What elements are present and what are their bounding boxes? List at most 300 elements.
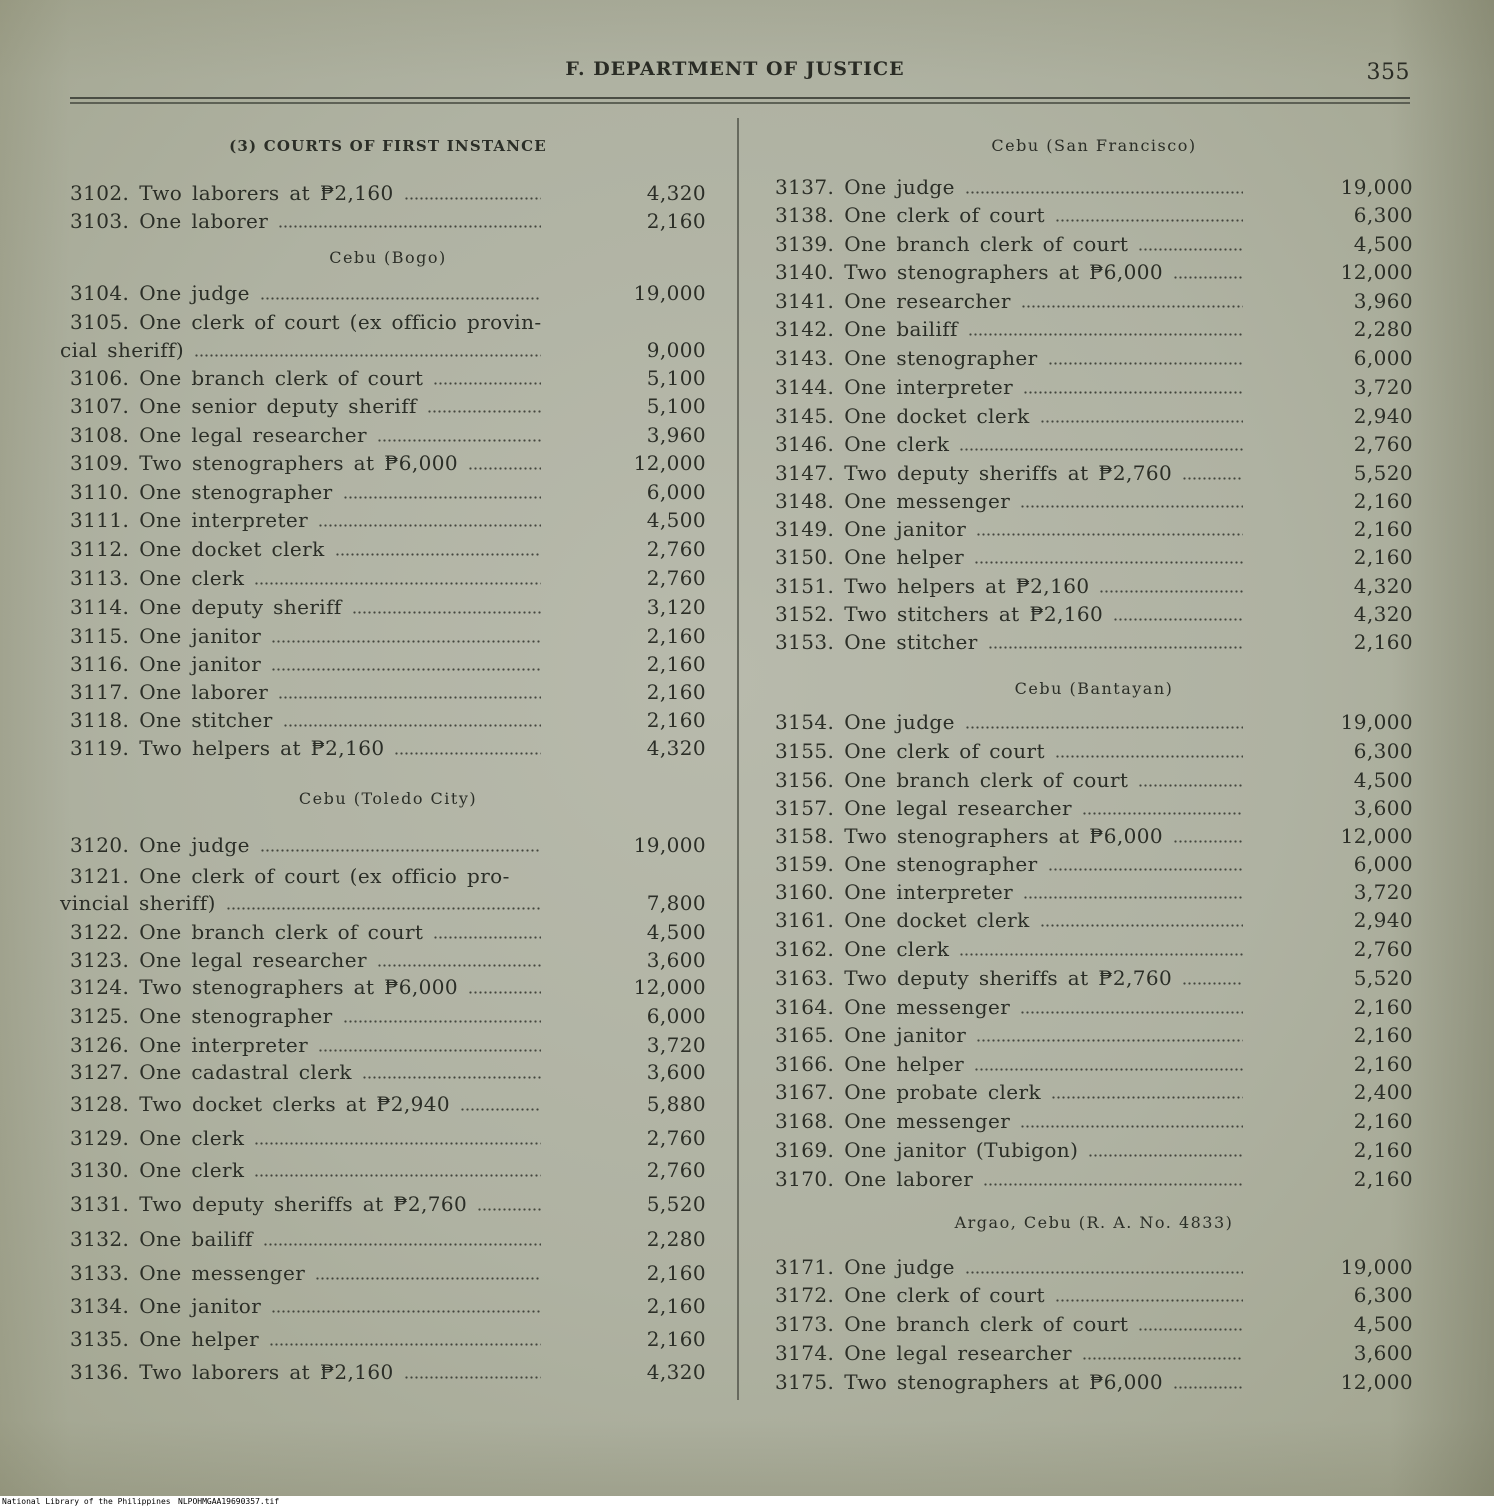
- leader-dots: [1082, 812, 1243, 815]
- entry-number: 3168.: [775, 1109, 835, 1133]
- entry-number: 3149.: [775, 517, 835, 541]
- entry-number: 3104.: [70, 281, 130, 305]
- entry-amount: 2,940: [1353, 908, 1413, 932]
- entry-line: [775, 258, 1413, 286]
- entry-amount: 6,300: [1353, 1283, 1413, 1307]
- entry-line: [775, 628, 1413, 656]
- column-divider: [737, 118, 739, 1400]
- leader-dots: [1173, 840, 1243, 843]
- leader-dots: [477, 1208, 541, 1211]
- section-title: [70, 785, 706, 813]
- entry-amount: 5,520: [646, 1192, 706, 1216]
- entry-text: One branch clerk of court: [844, 1312, 1129, 1336]
- leader-dots: [343, 496, 541, 499]
- entry-number: 3159.: [775, 852, 835, 876]
- entry-line: [775, 344, 1413, 372]
- entry-text: One messenger: [139, 1261, 306, 1285]
- section-title-text: Cebu (Bogo): [329, 248, 447, 267]
- leader-dots: [263, 1243, 541, 1246]
- leader-dots: [278, 696, 541, 699]
- column-heading: [70, 132, 706, 160]
- entry-line: [775, 373, 1413, 401]
- entry-number: 3173.: [775, 1312, 835, 1336]
- entry-amount: 2,160: [646, 1327, 706, 1351]
- entry-text: One janitor: [139, 1294, 262, 1318]
- entry-text: One legal researcher: [844, 1341, 1072, 1365]
- entry-number: 3108.: [70, 423, 130, 447]
- entry-line: [70, 1325, 706, 1353]
- entry-number: 3170.: [775, 1167, 835, 1191]
- leader-dots: [260, 297, 541, 300]
- entry-number: 3116.: [70, 652, 130, 676]
- entry-text: One helper: [844, 545, 965, 569]
- entry-amount: 2,760: [646, 537, 706, 561]
- entry-line: [70, 1358, 706, 1386]
- entry-amount: 3,960: [1353, 289, 1413, 313]
- entry-number: 3128.: [70, 1092, 130, 1116]
- entry-text: One probate clerk: [844, 1080, 1042, 1104]
- entry-text: One janitor: [844, 517, 967, 541]
- entry-number: 3117.: [70, 680, 130, 704]
- leader-dots: [404, 1376, 541, 1379]
- entry-line: [775, 1021, 1413, 1049]
- entry-amount: 4,500: [646, 508, 706, 532]
- entry-text: One cadastral clerk: [139, 1060, 352, 1084]
- entry-number: 3174.: [775, 1341, 835, 1365]
- section-title: [70, 244, 706, 272]
- leader-dots: [433, 382, 541, 385]
- leader-dots: [460, 1108, 541, 1111]
- entry-amount: 2,760: [646, 1158, 706, 1182]
- entry-amount: 2,160: [646, 1294, 706, 1318]
- leader-dots: [315, 1277, 541, 1280]
- entry-number: 3153.: [775, 630, 835, 654]
- entry-line: [70, 364, 706, 392]
- entry-line: [775, 1310, 1413, 1338]
- entry-amount: 2,160: [646, 1261, 706, 1285]
- entry-line: [775, 935, 1413, 963]
- entry-amount: 3,960: [646, 423, 706, 447]
- entry-text: One clerk of court: [844, 1283, 1045, 1307]
- leader-dots: [283, 724, 541, 727]
- leader-dots: [226, 907, 541, 910]
- leader-dots: [976, 533, 1243, 536]
- footer-library-name: National Library of the Philippines: [2, 1497, 171, 1506]
- leader-dots: [254, 1174, 541, 1177]
- entry-amount: 5,880: [646, 1092, 706, 1116]
- entry-amount: 2,160: [1353, 1138, 1413, 1162]
- entry-amount: 4,500: [1353, 1312, 1413, 1336]
- entry-amount: 19,000: [1340, 175, 1413, 199]
- entry-line: [70, 1090, 706, 1118]
- entry-line: [70, 1190, 706, 1218]
- entry-line: [775, 1253, 1413, 1281]
- entry-line: [70, 973, 706, 1001]
- entry-number: 3151.: [775, 574, 835, 598]
- entry-text: One laborer: [139, 680, 269, 704]
- entry-amount: 2,160: [1353, 1167, 1413, 1191]
- entry-text: One bailiff: [844, 317, 958, 341]
- entry-amount: 2,280: [646, 1227, 706, 1251]
- entry-line: [70, 734, 706, 762]
- entry-text: Two helpers at ₱2,160: [139, 736, 385, 760]
- scan-footer: [0, 1496, 1494, 1508]
- entry-text: Two deputy sheriffs at ₱2,760: [844, 461, 1173, 485]
- entry-amount: 5,100: [646, 366, 706, 390]
- entry-amount: 5,100: [646, 394, 706, 418]
- leader-dots: [1021, 305, 1243, 308]
- entry-text: One stitcher: [844, 630, 978, 654]
- leader-dots: [271, 668, 541, 671]
- entry-line: [70, 650, 706, 678]
- entry-amount: 5,520: [1353, 461, 1413, 485]
- entry-text: One senior deputy sheriff: [139, 394, 417, 418]
- entry-text: Two stenographers at ₱6,000: [139, 975, 458, 999]
- entry-amount: 19,000: [1340, 1255, 1413, 1279]
- leader-dots: [377, 439, 541, 442]
- entry-number: 3171.: [775, 1255, 835, 1279]
- entry-line: [70, 449, 706, 477]
- entry-text: One judge: [139, 833, 250, 857]
- entry-line: [775, 993, 1413, 1021]
- entry-text: Two stenographers at ₱6,000: [139, 451, 458, 475]
- leader-dots: [1138, 1328, 1243, 1331]
- entry-line: [70, 1002, 706, 1030]
- entry-text-continuation: vincial sheriff): [60, 891, 216, 915]
- leader-dots: [1113, 618, 1243, 621]
- entry-line: [775, 1050, 1413, 1078]
- entry-text: One legal researcher: [844, 796, 1072, 820]
- entry-number: 3165.: [775, 1023, 835, 1047]
- leader-dots: [1023, 896, 1243, 899]
- entry-amount: 4,320: [646, 736, 706, 760]
- entry-text: Two helpers at ₱2,160: [844, 574, 1090, 598]
- entry-amount: 19,000: [633, 281, 706, 305]
- leader-dots: [254, 1142, 541, 1145]
- entry-number: 3124.: [70, 975, 130, 999]
- entry-amount: 2,940: [1353, 404, 1413, 428]
- entry-text: Two stenographers at ₱6,000: [844, 260, 1163, 284]
- entry-number: 3166.: [775, 1052, 835, 1076]
- leader-dots: [404, 197, 541, 200]
- entry-number: 3158.: [775, 824, 835, 848]
- entry-number: 3163.: [775, 966, 835, 990]
- leader-dots: [433, 936, 541, 939]
- entry-amount: 12,000: [633, 975, 706, 999]
- entry-line: [775, 173, 1413, 201]
- entry-line: [775, 515, 1413, 543]
- entry-number: 3125.: [70, 1004, 130, 1028]
- entry-text: One stitcher: [139, 708, 273, 732]
- entry-line: [70, 564, 706, 592]
- entry-line: [70, 1156, 706, 1184]
- entry-amount: 12,000: [1340, 260, 1413, 284]
- leader-dots: [194, 354, 541, 357]
- leader-dots: [271, 1310, 541, 1313]
- entry-amount: 19,000: [1340, 710, 1413, 734]
- leader-dots: [974, 561, 1243, 564]
- entry-text: One clerk: [844, 432, 950, 456]
- entry-text: One janitor: [139, 624, 262, 648]
- entry-line: [775, 201, 1413, 229]
- entry-line: [70, 478, 706, 506]
- right-column: [775, 0, 1413, 1508]
- entry-line: [775, 1078, 1413, 1106]
- leader-dots: [260, 849, 541, 852]
- entry-number: 3131.: [70, 1192, 130, 1216]
- header-title: F. DEPARTMENT OF JUSTICE: [565, 58, 905, 80]
- entry-amount: 4,320: [646, 181, 706, 205]
- entry-number: 3169.: [775, 1138, 835, 1162]
- entry-text: One branch clerk of court: [844, 232, 1129, 256]
- entry-line: [775, 1107, 1413, 1135]
- leader-dots: [1055, 1299, 1243, 1302]
- entry-text: One interpreter: [844, 375, 1014, 399]
- entry-text: One janitor: [139, 652, 262, 676]
- entry-number: 3145.: [775, 404, 835, 428]
- entry-text: One docket clerk: [139, 537, 325, 561]
- entry-text: One messenger: [844, 489, 1011, 513]
- leader-dots: [1088, 1154, 1243, 1157]
- entry-text: Two deputy sheriffs at ₱2,760: [139, 1192, 468, 1216]
- entry-line: [775, 600, 1413, 628]
- section-title-text: Argao, Cebu (R. A. No. 4833): [954, 1213, 1234, 1232]
- entry-text: One stenographer: [139, 1004, 333, 1028]
- leader-dots: [394, 752, 541, 755]
- leader-dots: [1020, 1011, 1243, 1014]
- leader-dots: [468, 991, 541, 994]
- entry-text: One docket clerk: [844, 404, 1030, 428]
- entry-number: 3172.: [775, 1283, 835, 1307]
- entry-text: One laborer: [844, 1167, 974, 1191]
- entry-amount: 9,000: [646, 338, 706, 362]
- entry-text: One clerk: [139, 1126, 245, 1150]
- leader-dots: [974, 1068, 1243, 1071]
- entry-text: One clerk of court (ex officio pro-: [139, 864, 510, 888]
- entry-amount: 2,760: [1353, 432, 1413, 456]
- entry-line: [70, 207, 706, 235]
- leader-dots: [1173, 276, 1243, 279]
- entry-amount: 19,000: [633, 833, 706, 857]
- leader-dots: [1040, 420, 1243, 423]
- entry-amount: 2,280: [1353, 317, 1413, 341]
- entry-number: 3105.: [70, 310, 130, 334]
- column-heading-text: (3) COURTS OF FIRST INSTANCE: [229, 137, 547, 155]
- entry-amount: 2,160: [1353, 489, 1413, 513]
- leader-dots: [468, 467, 541, 470]
- entry-line: [775, 572, 1413, 600]
- left-column: [60, 0, 706, 1508]
- entry-text: One judge: [844, 175, 955, 199]
- entry-amount: 2,160: [1353, 1023, 1413, 1047]
- leader-dots: [1138, 248, 1243, 251]
- section-title: [775, 675, 1413, 703]
- leader-dots: [959, 448, 1243, 451]
- leader-dots: [959, 953, 1243, 956]
- entry-line: [775, 737, 1413, 765]
- entry-amount: 2,160: [1353, 1109, 1413, 1133]
- entry-text: One interpreter: [139, 1033, 309, 1057]
- entry-text: One laborer: [139, 209, 269, 233]
- section-title: [775, 132, 1413, 160]
- entry-amount: 5,520: [1353, 966, 1413, 990]
- entry-number: 3167.: [775, 1080, 835, 1104]
- entry-text: Two laborers at ₱2,160: [139, 181, 394, 205]
- entry-number: 3152.: [775, 602, 835, 626]
- entry-amount: 4,500: [1353, 232, 1413, 256]
- entry-number: 3122.: [70, 920, 130, 944]
- entry-amount: 2,160: [1353, 630, 1413, 654]
- entry-number: 3115.: [70, 624, 130, 648]
- entry-text: One messenger: [844, 1109, 1011, 1133]
- entry-line: [70, 506, 706, 534]
- entry-text: One bailiff: [139, 1227, 253, 1251]
- entry-line: [775, 878, 1413, 906]
- entry-line: [70, 535, 706, 563]
- entry-number: 3175.: [775, 1370, 835, 1394]
- entry-line: [775, 1368, 1413, 1396]
- entry-number: 3142.: [775, 317, 835, 341]
- entry-amount: 2,160: [1353, 1052, 1413, 1076]
- entry-number: 3147.: [775, 461, 835, 485]
- entry-amount: 4,500: [1353, 768, 1413, 792]
- leader-dots: [1048, 362, 1243, 365]
- leader-dots: [1082, 1357, 1243, 1360]
- entry-amount: 12,000: [1340, 824, 1413, 848]
- entry-amount: 6,000: [646, 1004, 706, 1028]
- entry-amount: 2,760: [646, 566, 706, 590]
- entry-number: 3102.: [70, 181, 130, 205]
- entry-amount: 3,720: [646, 1033, 706, 1057]
- leader-dots: [1173, 1386, 1243, 1389]
- entry-amount: 2,160: [646, 708, 706, 732]
- entry-text: Two laborers at ₱2,160: [139, 1360, 394, 1384]
- entry-number: 3129.: [70, 1126, 130, 1150]
- entry-line: [70, 1031, 706, 1059]
- entry-number: 3137.: [775, 175, 835, 199]
- entry-amount: 2,160: [646, 624, 706, 648]
- entry-number: 3164.: [775, 995, 835, 1019]
- entry-text: One helper: [844, 1052, 965, 1076]
- entry-text: Two stenographers at ₱6,000: [844, 824, 1163, 848]
- entry-number: 3138.: [775, 203, 835, 227]
- entry-number: 3144.: [775, 375, 835, 399]
- entry-text: Two deputy sheriffs at ₱2,760: [844, 966, 1173, 990]
- leader-dots: [1099, 590, 1243, 593]
- entry-number: 3112.: [70, 537, 130, 561]
- entry-line: [70, 421, 706, 449]
- entry-line: [775, 459, 1413, 487]
- entry-line: [775, 766, 1413, 794]
- entry-line: [775, 315, 1413, 343]
- entry-line: [70, 1259, 706, 1287]
- entry-amount: 3,600: [646, 948, 706, 972]
- entry-text: One interpreter: [844, 880, 1014, 904]
- entry-line: [775, 1281, 1413, 1309]
- leader-dots: [318, 1049, 541, 1052]
- entry-text: One interpreter: [139, 508, 309, 532]
- entry-line: [70, 179, 706, 207]
- entry-amount: 7,800: [646, 891, 706, 915]
- entry-line: [70, 622, 706, 650]
- leader-dots: [278, 225, 541, 228]
- entry-number: 3130.: [70, 1158, 130, 1182]
- entry-number: 3150.: [775, 545, 835, 569]
- entry-line-continuation: [60, 336, 706, 364]
- entry-text: Two stenographers at ₱6,000: [844, 1370, 1163, 1394]
- entry-number: 3127.: [70, 1060, 130, 1084]
- entry-amount: 6,000: [1353, 852, 1413, 876]
- entry-amount: 6,000: [646, 480, 706, 504]
- entry-amount: 4,320: [1353, 602, 1413, 626]
- entry-amount: 3,120: [646, 595, 706, 619]
- entry-number: 3120.: [70, 833, 130, 857]
- leader-dots: [271, 640, 541, 643]
- entry-line: [775, 487, 1413, 515]
- entry-amount: 12,000: [633, 451, 706, 475]
- leader-dots: [1182, 982, 1243, 985]
- entry-line: [775, 1165, 1413, 1193]
- entry-number: 3136.: [70, 1360, 130, 1384]
- entry-line: [70, 1225, 706, 1253]
- entry-line: [775, 964, 1413, 992]
- entry-text: Two docket clerks at ₱2,940: [139, 1092, 451, 1116]
- entry-amount: 3,600: [646, 1060, 706, 1084]
- entry-number: 3111.: [70, 508, 130, 532]
- entry-line: [70, 862, 706, 890]
- leader-dots: [965, 726, 1243, 729]
- entry-amount: 3,600: [1353, 796, 1413, 820]
- entry-number: 3140.: [775, 260, 835, 284]
- leader-dots: [1040, 924, 1243, 927]
- entry-line: [775, 543, 1413, 571]
- entry-number: 3154.: [775, 710, 835, 734]
- entry-number: 3134.: [70, 1294, 130, 1318]
- entry-number: 3132.: [70, 1227, 130, 1251]
- entry-text: One branch clerk of court: [139, 920, 424, 944]
- leader-dots: [1055, 219, 1243, 222]
- leader-dots: [352, 611, 541, 614]
- section-title-text: Cebu (Bantayan): [1014, 679, 1174, 698]
- entry-text: One legal researcher: [139, 423, 367, 447]
- entry-amount: 2,160: [1353, 517, 1413, 541]
- entry-amount: 2,160: [646, 652, 706, 676]
- entry-number: 3161.: [775, 908, 835, 932]
- leader-dots: [983, 1183, 1243, 1186]
- leader-dots: [377, 964, 541, 967]
- entry-number: 3121.: [70, 864, 130, 888]
- entry-text: Two stitchers at ₱2,160: [844, 602, 1104, 626]
- entry-amount: 6,300: [1353, 739, 1413, 763]
- leader-dots: [362, 1076, 541, 1079]
- entry-number: 3106.: [70, 366, 130, 390]
- leader-dots: [1055, 755, 1243, 758]
- entry-amount: 2,160: [1353, 995, 1413, 1019]
- entry-amount: 3,720: [1353, 880, 1413, 904]
- entry-line: [775, 822, 1413, 850]
- entry-number: 3141.: [775, 289, 835, 313]
- entry-amount: 2,160: [1353, 545, 1413, 569]
- leader-dots: [988, 646, 1243, 649]
- entry-line: [775, 1136, 1413, 1164]
- leader-dots: [1182, 477, 1243, 480]
- entry-text: One branch clerk of court: [139, 366, 424, 390]
- entry-line: [70, 831, 706, 859]
- entry-text: One janitor: [844, 1023, 967, 1047]
- entry-number: 3119.: [70, 736, 130, 760]
- leader-dots: [1051, 1096, 1243, 1099]
- leader-dots: [976, 1039, 1243, 1042]
